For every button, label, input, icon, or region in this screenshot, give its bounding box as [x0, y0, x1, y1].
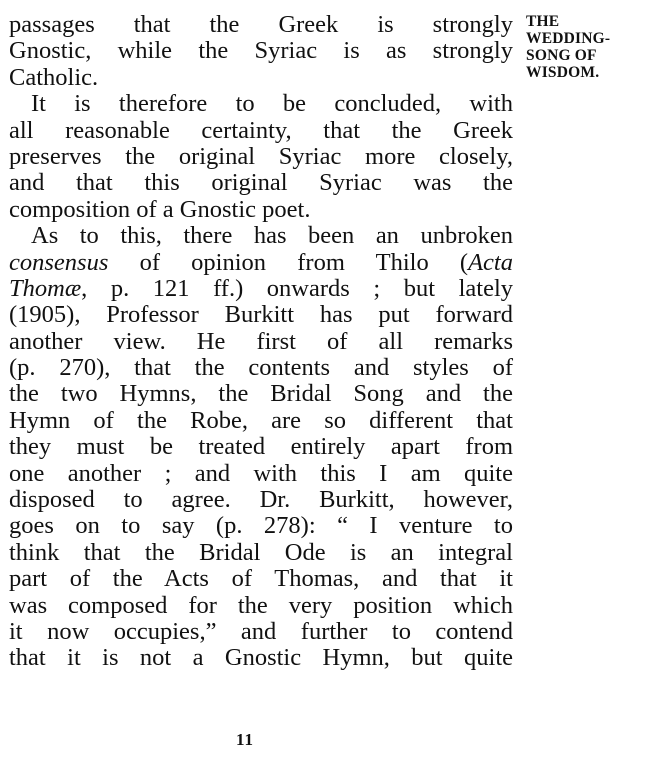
text-line: Gnostic, while the Syriac is as strongly	[9, 37, 513, 65]
text-line: disposed to agree. Dr. Burkitt, however,	[9, 486, 513, 514]
paragraph	[9, 223, 513, 672]
margin-heading-line: WISDOM.	[526, 64, 600, 81]
text-line: passages that the Greek is strongly	[9, 11, 513, 38]
text-line: they must be treated entirely apart from	[9, 433, 513, 461]
text-line: was composed for the very position which	[9, 591, 513, 619]
paragraph	[9, 91, 513, 223]
text-line: (p. 270), that the contents and styles of	[9, 354, 513, 382]
margin-heading-line: SONG OF	[526, 47, 597, 64]
text-line: Catholic.	[9, 63, 99, 91]
italic-term: Thomæ	[9, 274, 82, 302]
text-line-with-italics: Thomæ, p. 121 ff.) onwards ; but lately	[9, 274, 513, 302]
text-line: it now occupies,” and further to contend	[9, 617, 513, 645]
italic-term: consensus	[9, 248, 109, 276]
text-line: (1905), Professor Burkitt has put forward	[9, 301, 513, 329]
paragraph	[9, 12, 513, 91]
text-line: all reasonable certainty, that the Greek	[9, 116, 513, 144]
margin-running-heading	[526, 13, 646, 81]
text-line: As to this, there has been an unbroken	[31, 222, 513, 250]
text-line: preserves the original Syriac more closely,	[9, 142, 513, 170]
text-line: part of the Acts of Thomas, and that it	[9, 565, 513, 593]
body-text	[9, 12, 513, 672]
text-line: It is therefore to be concluded, with	[31, 90, 513, 118]
text-line: that it is not a Gnostic Hymn, but quite	[9, 644, 513, 672]
text-line: and that this original Syriac was the	[9, 169, 513, 197]
page-number: 11	[236, 730, 255, 749]
text-line: the two Hymns, the Bridal Song and the	[9, 380, 513, 408]
text-line: one another ; and with this I am quite	[9, 459, 513, 487]
text-line: goes on to say (p. 278): “ I venture to	[9, 512, 513, 540]
margin-heading-line: WEDDING-	[526, 30, 611, 47]
text-line: another view. He first of all remarks	[9, 327, 513, 355]
text-line: composition of a Gnostic poet.	[9, 195, 311, 223]
margin-heading-line: THE	[526, 13, 560, 30]
italic-term: Acta	[468, 248, 513, 276]
text-line: think that the Bridal Ode is an integral	[9, 538, 513, 566]
text-line-with-italics: consensus of opinion from Thilo (Acta	[9, 248, 513, 276]
text-line: Hymn of the Robe, are so different that	[9, 406, 513, 434]
